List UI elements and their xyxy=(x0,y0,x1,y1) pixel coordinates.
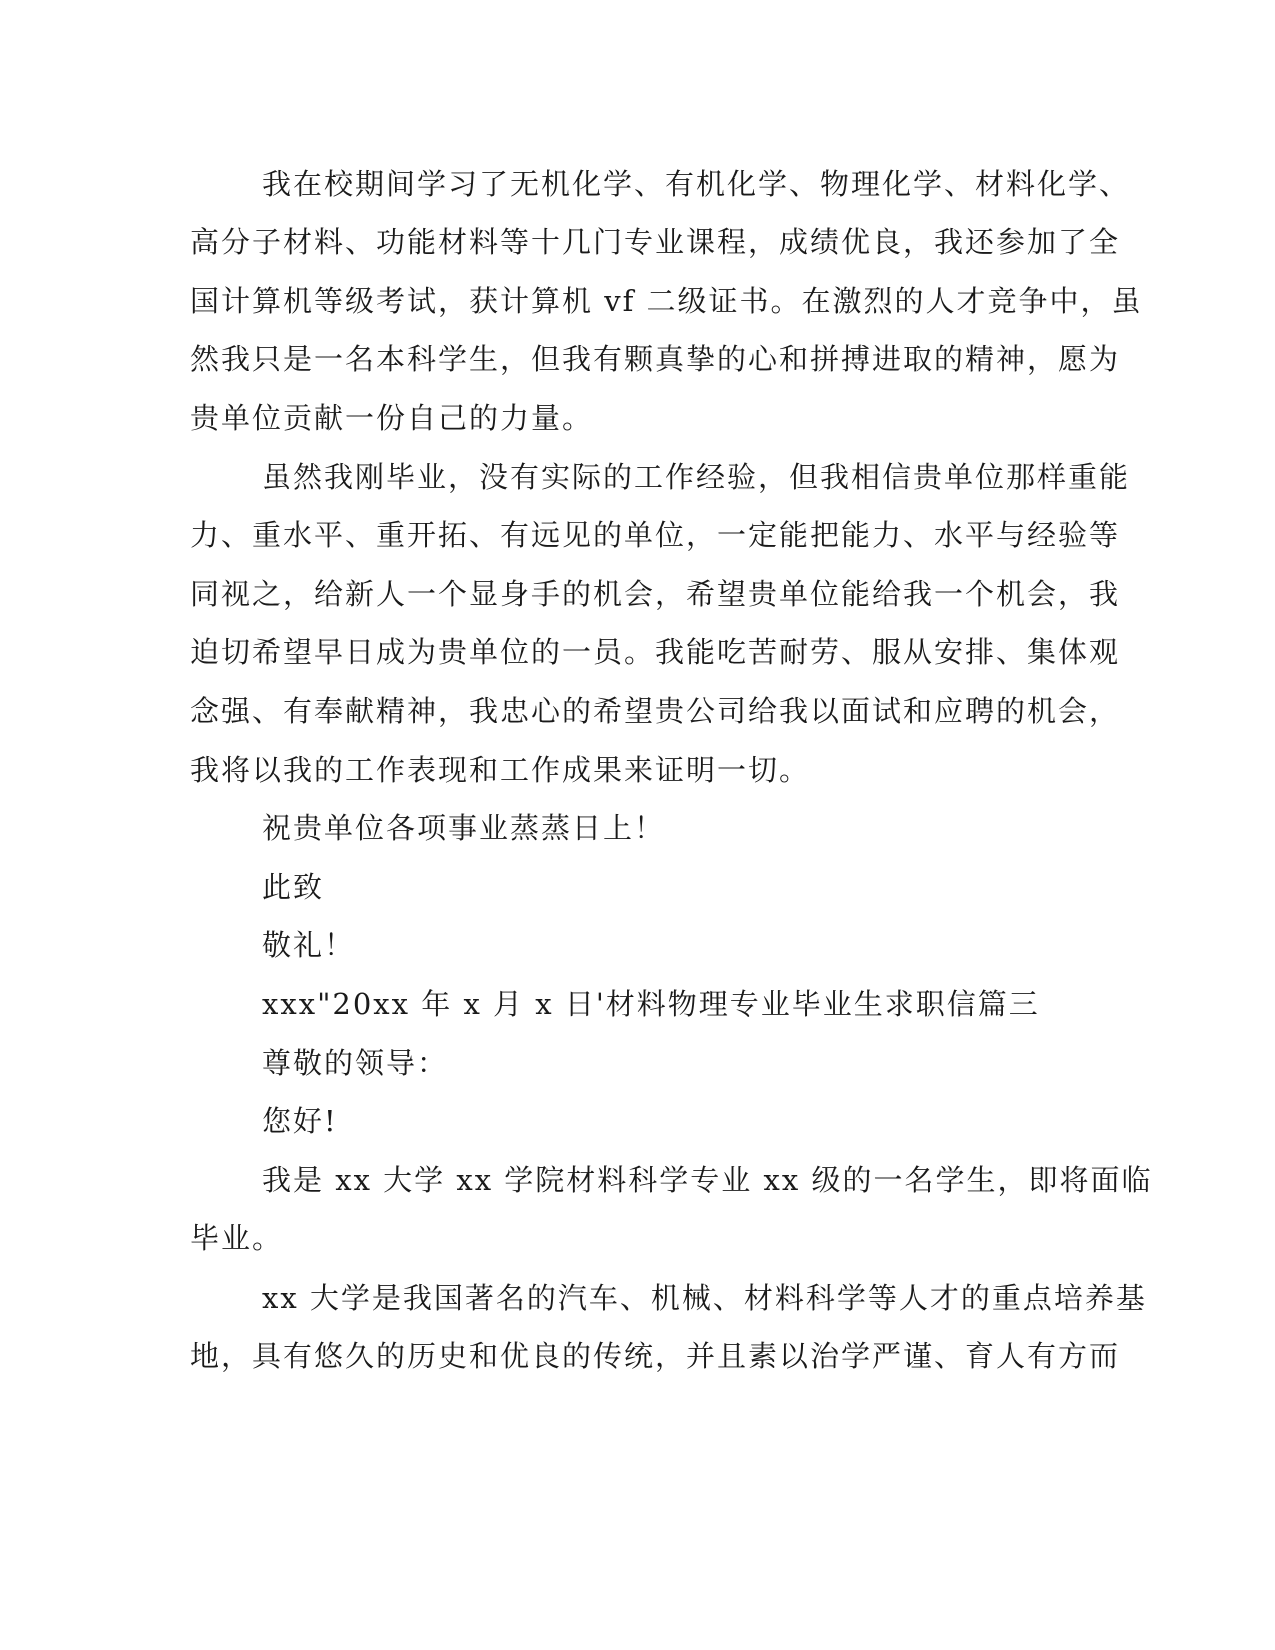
closing-wish: 祝贵单位各项事业蒸蒸日上！ xyxy=(262,811,666,845)
paragraph-line: 迫切希望早日成为贵单位的一员。我能吃苦耐劳、服从安排、集体观 xyxy=(190,635,1121,669)
salutation-jingli: 敬礼！ xyxy=(262,928,356,962)
paragraph-line: 毕业。 xyxy=(190,1221,284,1255)
greeting-hello: 您好! xyxy=(262,1104,338,1138)
section-heading: xxx"20xx 年 x 月 x 日'材料物理专业毕业生求职信篇三 xyxy=(262,987,1040,1021)
salutation-cizhi: 此致 xyxy=(262,870,325,904)
paragraph-line: 地，具有悠久的历史和优良的传统，并且素以治学严谨、育人有方而 xyxy=(190,1339,1121,1373)
paragraph-line: 同视之，给新人一个显身手的机会，希望贵单位能给我一个机会，我 xyxy=(190,577,1121,611)
paragraph-line: 贵单位贡献一份自己的力量。 xyxy=(190,401,594,435)
paragraph-line: xx 大学是我国著名的汽车、机械、材料科学等人才的重点培养基 xyxy=(262,1281,1147,1315)
paragraph-line: 然我只是一名本科学生，但我有颗真挚的心和拼搏进取的精神，愿为 xyxy=(190,342,1121,376)
paragraph-line: 我是 xx 大学 xx 学院材料科学专业 xx 级的一名学生，即将面临 xyxy=(262,1163,1153,1197)
paragraph-line: 高分子材料、功能材料等十几门专业课程，成绩优良，我还参加了全 xyxy=(190,225,1121,259)
paragraph-line: 我在校期间学习了无机化学、有机化学、物理化学、材料化学、 xyxy=(262,167,1131,201)
paragraph-line: 力、重水平、重开拓、有远见的单位，一定能把能力、水平与经验等 xyxy=(190,518,1121,552)
paragraph-line: 我将以我的工作表现和工作成果来证明一切。 xyxy=(190,753,811,787)
paragraph-line: 国计算机等级考试，获计算机 vf 二级证书。在激烈的人才竞争中，虽 xyxy=(190,284,1143,318)
greeting-recipient: 尊敬的领导： xyxy=(262,1046,449,1080)
paragraph-line: 虽然我刚毕业，没有实际的工作经验，但我相信贵单位那样重能 xyxy=(262,460,1131,494)
paragraph-line: 念强、有奉献精神，我忠心的希望贵公司给我以面试和应聘的机会， xyxy=(190,694,1121,728)
